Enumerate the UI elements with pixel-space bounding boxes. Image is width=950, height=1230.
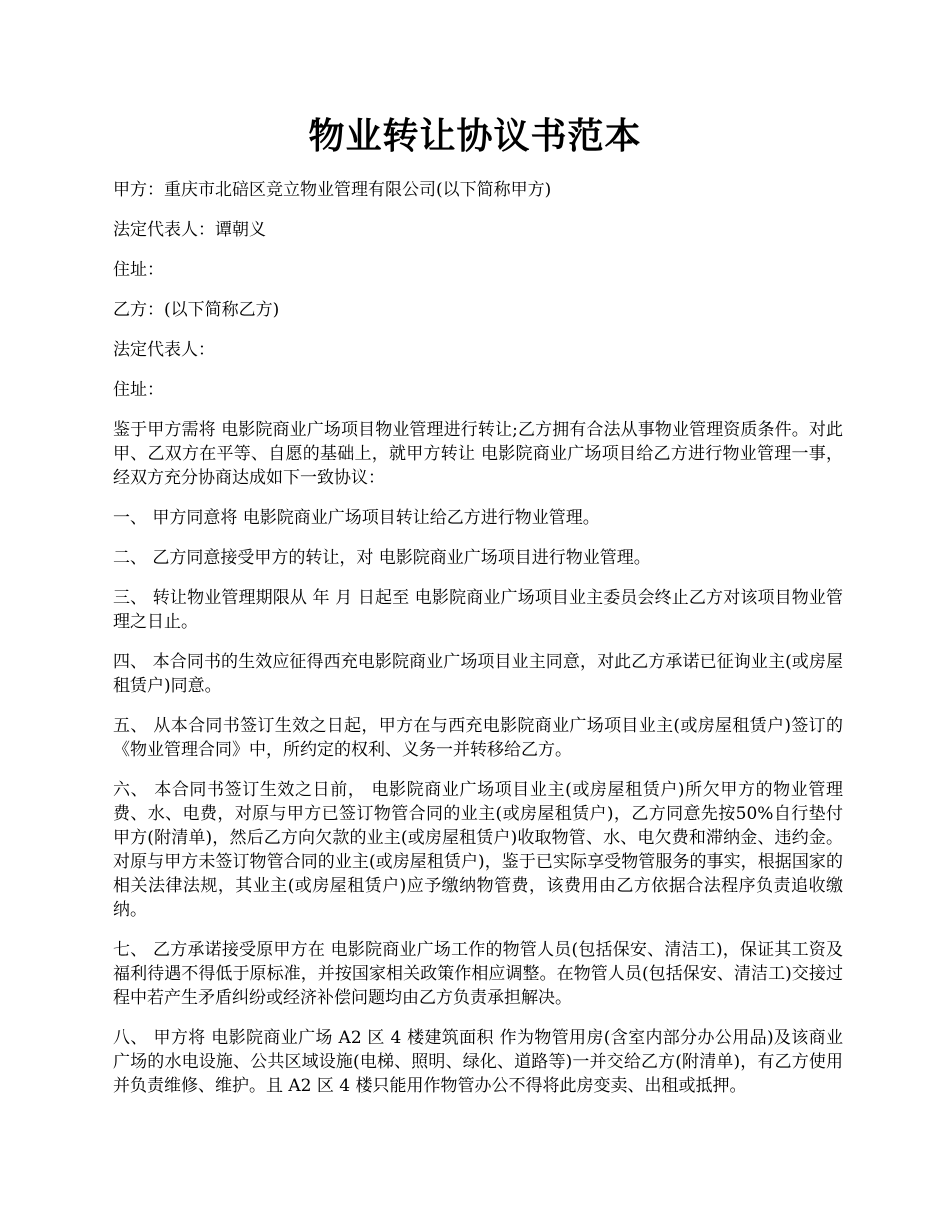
party-b-line: 乙方：(以下简称乙方) <box>113 300 280 320</box>
party-a-representative: 法定代表人：谭朝义 <box>113 220 266 240</box>
party-b-address: 住址： <box>113 380 164 400</box>
party-a-address: 住址： <box>113 260 164 280</box>
party-a-line: 甲方：重庆市北碚区竞立物业管理有限公司(以下简称甲方) <box>113 180 552 200</box>
clause-1: 一、 甲方同意将 电影院商业广场项目转让给乙方进行物业管理。 <box>113 508 600 528</box>
clause-6: 六、 本合同书签订生效之日前， 电影院商业广场项目业主(或房屋租赁户)所欠甲方的物业管理费、水、电费，对原与甲方已签订物管合同的业主(或房屋租赁户)，乙方同意先按50%自行垫付甲方(附清单)，然后乙方向欠款的业主(或房屋租赁户)收取物管、水、电欠费和滞纳金、违约金。对原与甲方未签订物管合同的业主(或房屋租赁户)，鉴于已实际享受物管服务的事实，根据国家的相关法律法规，其业主(或房屋租赁户)应予缴纳物管费，该费用由乙方依据合法程序负责追收缴纳。 <box>113 780 843 920</box>
party-b-representative: 法定代表人： <box>113 340 215 360</box>
clause-5: 五、 从本合同书签订生效之日起，甲方在与西充电影院商业广场项目业主(或房屋租赁户)签订的《物业管理合同》中，所约定的权利、义务一并转移给乙方。 <box>113 716 843 760</box>
document-body <box>113 178 843 1114</box>
clause-3: 三、 转让物业管理期限从 年 月 日起至 电影院商业广场项目业主委员会终止乙方对该项目物业管理之日止。 <box>113 588 843 632</box>
preamble-paragraph: 鉴于甲方需将 电影院商业广场项目物业管理进行转让;乙方拥有合法从事物业管理资质条件。对此甲、乙双方在平等、自愿的基础上，就甲方转让 电影院商业广场项目给乙方进行物业管理一事，经双方充分协商达成如下一致协议： <box>113 420 843 488</box>
clause-8: 八、 甲方将 电影院商业广场 A2 区 4 楼建筑面积 作为物管用房(含室内部分办公用品)及该商业广场的水电设施、公共区域设施(电梯、照明、绿化、道路等)一并交给乙方(附清单)，有乙方使用并负责维修、维护。且 A2 区 4 楼只能用作物管办公不得将此房变卖、出租或抵押。 <box>113 1028 843 1096</box>
clause-2: 二、 乙方同意接受甲方的转让，对 电影院商业广场项目进行物业管理。 <box>113 548 651 568</box>
page-title: 物业转让协议书范本 <box>308 115 642 157</box>
clause-7: 七、 乙方承诺接受原甲方在 电影院商业广场工作的物管人员(包括保安、清洁工)，保证其工资及福利待遇不得低于原标准，并按国家相关政策作相应调整。在物管人员(包括保安、清洁工)交接过程中若产生矛盾纠纷或经济补偿问题均由乙方负责承担解决。 <box>113 940 843 1008</box>
clause-4: 四、 本合同书的生效应征得西充电影院商业广场项目业主同意，对此乙方承诺已征询业主(或房屋租赁户)同意。 <box>113 652 843 696</box>
